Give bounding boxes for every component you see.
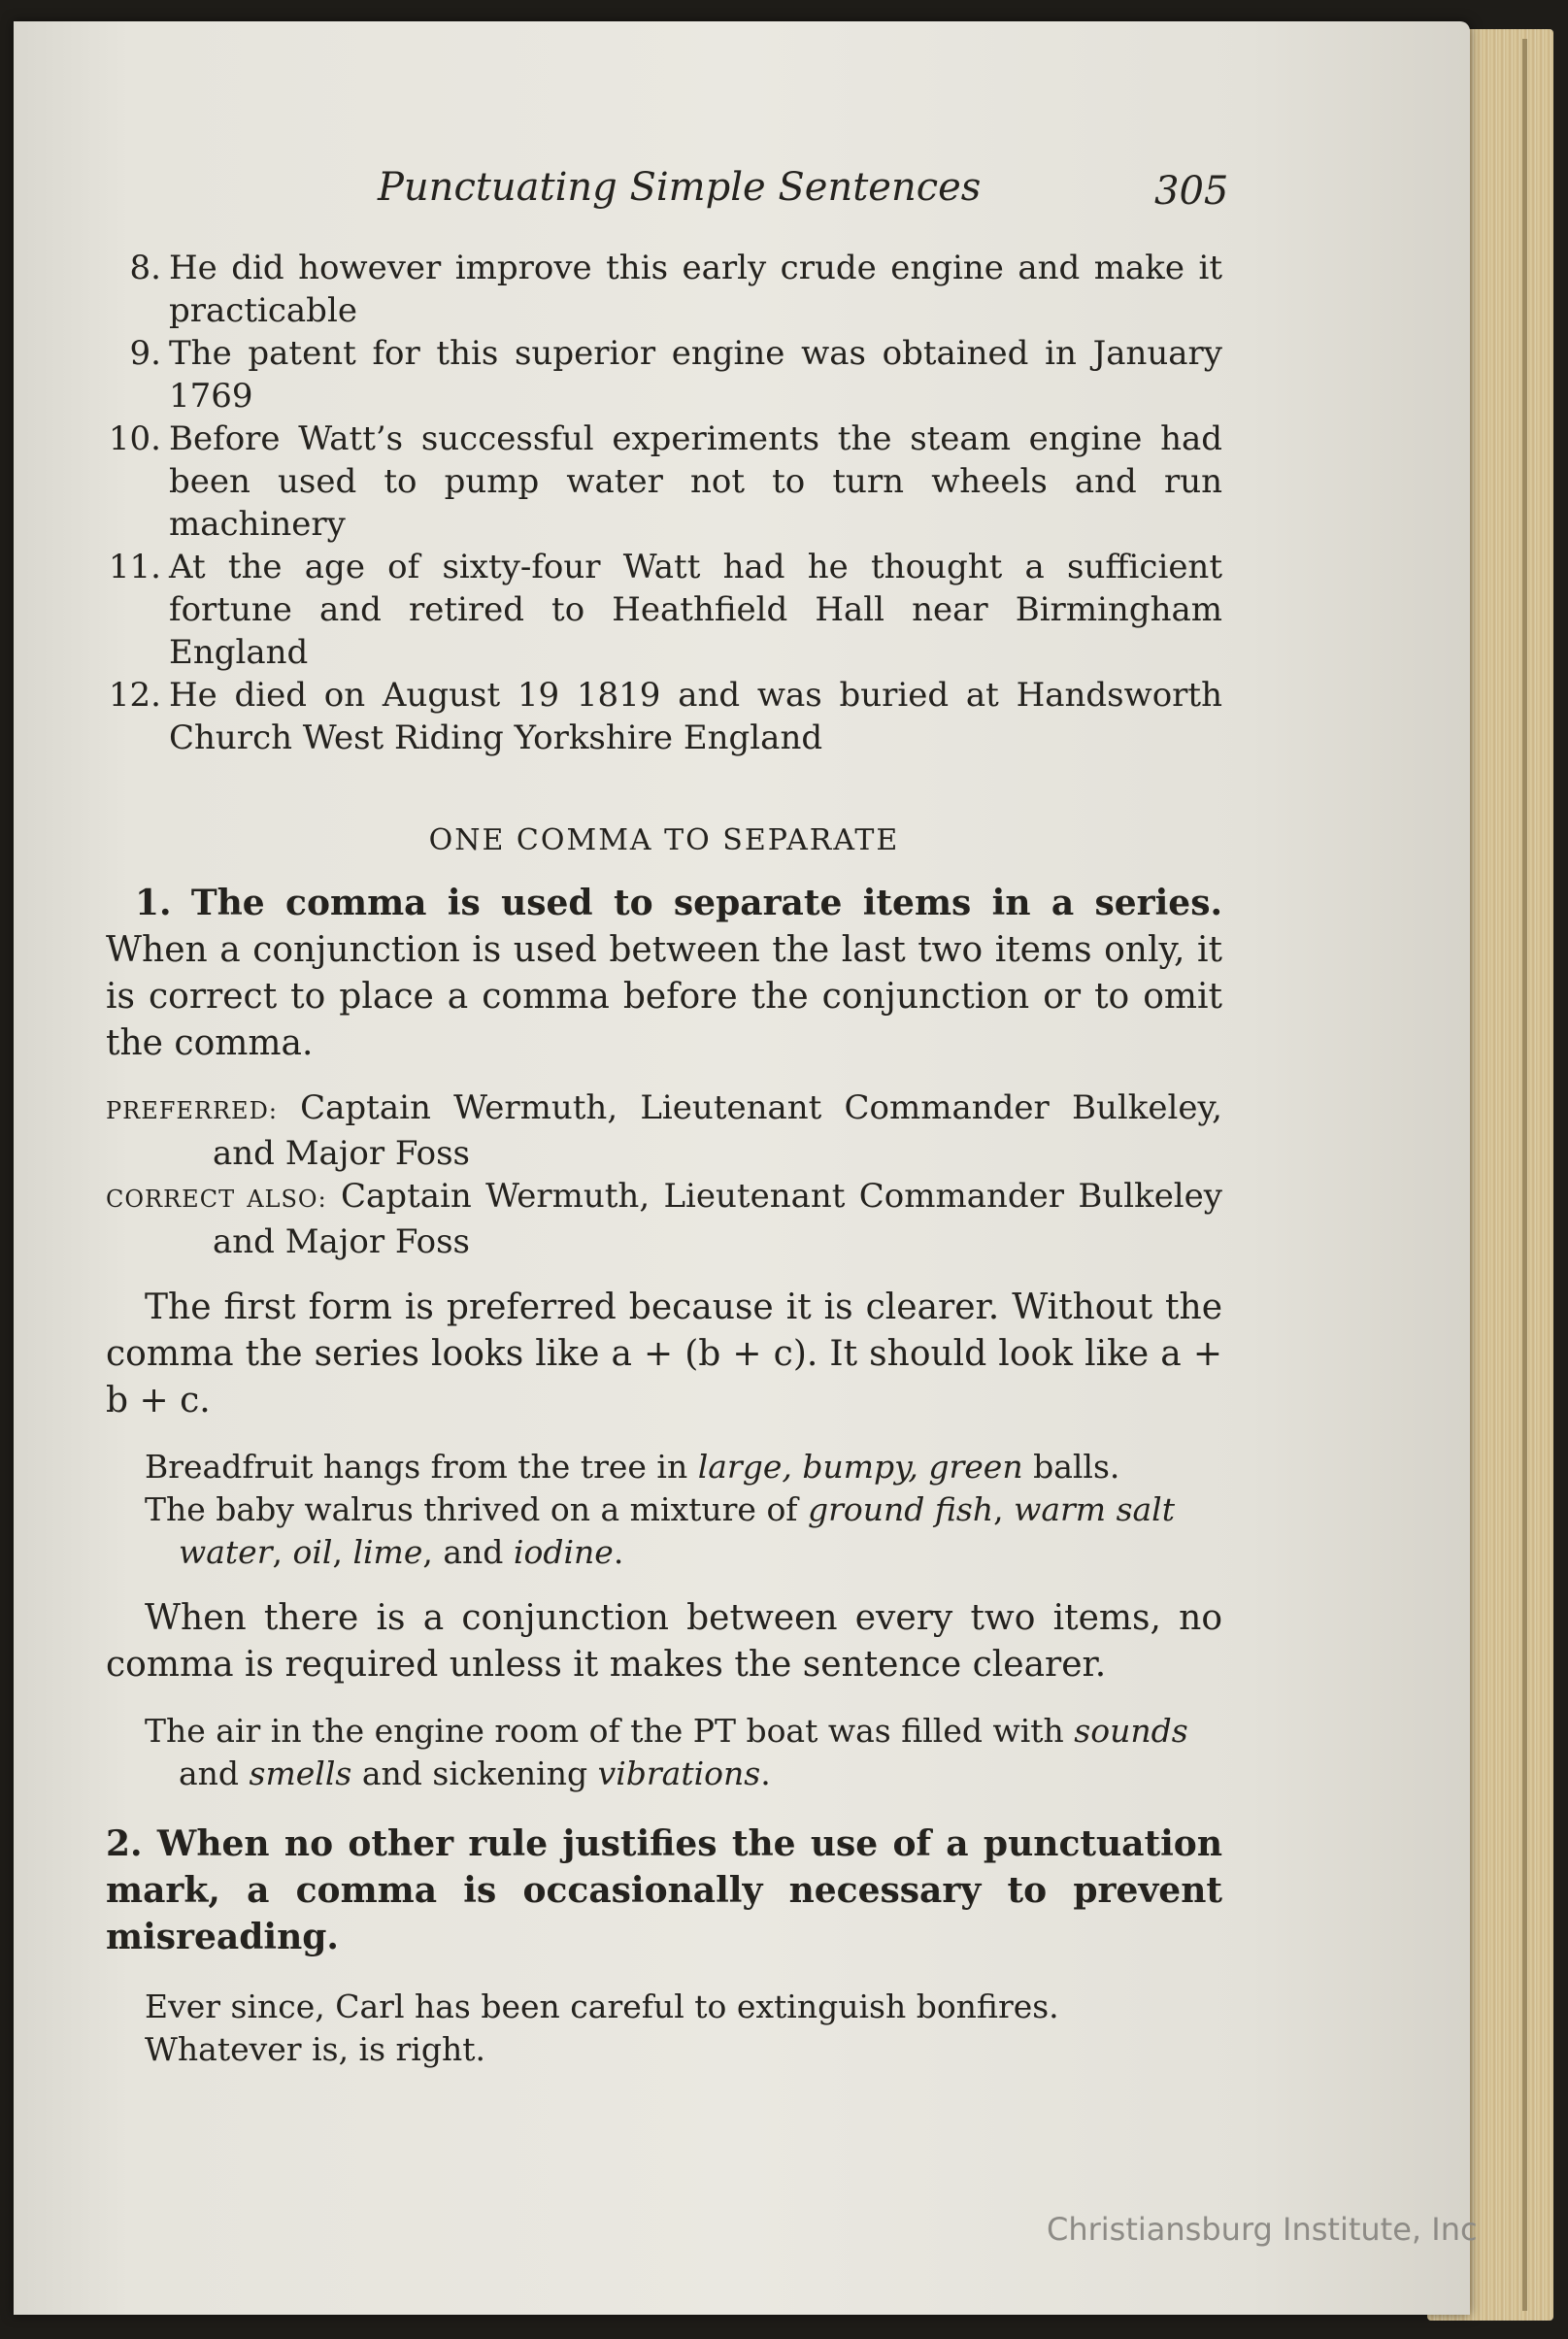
rule-1 [106, 880, 1222, 1067]
exercise-number: 12. [108, 676, 161, 715]
section-heading: ONE COMMA TO SEPARATE [428, 823, 900, 857]
exercise-number: 9. [129, 334, 161, 373]
exercise-text: Before Watt’s successful experiments the steam engine had been used to pump water not to turn wheels and run machinery [169, 419, 1222, 544]
exercise-item [106, 418, 1222, 546]
example-emphasis: oil [292, 1533, 333, 1571]
example-sentence: Ever since, Carl has been careful to extinguish bonfires. [145, 1988, 1059, 2025]
correct-also-label: CORRECT ALSO: [106, 1186, 327, 1213]
example-text: and [179, 1754, 250, 1792]
exercise-item [106, 674, 1222, 759]
exercise-number: 10. [108, 419, 161, 458]
preferred-label: PREFERRED: [106, 1097, 278, 1124]
rule-number: 1. [135, 883, 172, 923]
page-number: 305 [1154, 169, 1229, 214]
exercise-text: He died on August 19 1819 and was buried at Handsworth Church West Riding Yorkshire England [169, 676, 1222, 757]
exercise-item [106, 247, 1222, 332]
rule-statement: The comma is used to separate items in a series. [190, 883, 1222, 923]
example-text: . [760, 1754, 771, 1792]
example-text: and sickening [351, 1754, 598, 1792]
exercise-text: At the age of sixty-four Watt had he thought a sufficient fortune and retired to Heathfield Hall near Birmingham England [169, 548, 1222, 672]
example-text: The baby walrus thrived on a mixture of [145, 1490, 809, 1528]
correct-also-example [106, 1175, 1222, 1263]
exercise-number: 11. [108, 548, 161, 586]
example-sentences [106, 1710, 1222, 1795]
example-emphasis: lime [352, 1533, 423, 1571]
preferred-example [106, 1086, 1222, 1175]
example-text: , [993, 1490, 1015, 1528]
rule-2 [106, 1821, 1222, 1960]
example-sentence: Whatever is, is right. [145, 2030, 485, 2068]
example-emphasis: sounds [1074, 1712, 1188, 1750]
example-sentences [106, 1986, 1222, 2071]
page-content [106, 247, 1222, 2071]
exercise-item [106, 546, 1222, 674]
example-sentence [145, 1488, 1222, 1574]
example-text: The air in the engine room of the PT boat was filled with [145, 1712, 1075, 1750]
exercise-text: The patent for this superior engine was obtained in January 1769 [169, 334, 1222, 416]
running-title: Punctuating Simple Sentences [378, 165, 982, 210]
example-sentence [145, 1446, 1222, 1488]
example-text: . [613, 1533, 624, 1571]
exercise-text: He did however improve this early crude engine and make it practicable [169, 249, 1222, 330]
book-spine-edge [1522, 39, 1527, 2311]
example-text: balls. [1022, 1448, 1120, 1486]
example-emphasis: vibrations [597, 1754, 761, 1792]
page-header [14, 165, 1470, 223]
explanation-paragraph: The first form is preferred because it is clearer. Without the comma the series looks like a + (b + c). It should look like a + b + c. [106, 1287, 1222, 1420]
rule-number: 2. [106, 1823, 143, 1864]
explanation-paragraph: When there is a conjunction between every two items, no comma is required unless it makes the sentence clearer. [106, 1598, 1222, 1685]
rule-explanation: When a conjunction is used between the last two items only, it is correct to place a comma before the conjunction or to omit the comma. [106, 930, 1222, 1063]
watermark-text: Christiansburg Institute, Inc [1047, 2211, 1478, 2248]
preferred-text: Captain Wermuth, Lieutenant Commander Bulkeley, and Major Foss [213, 1088, 1222, 1173]
exercise-number: 8. [129, 249, 161, 287]
book-page [14, 21, 1470, 2315]
example-text: , and [422, 1533, 514, 1571]
example-text: , [332, 1533, 353, 1571]
example-emphasis: large, bumpy, green [697, 1448, 1023, 1486]
series-examples [106, 1086, 1222, 1263]
example-sentences [106, 1446, 1222, 1574]
example-emphasis: ground fish [808, 1490, 994, 1528]
example-sentence [145, 1710, 1222, 1795]
example-emphasis: iodine [513, 1533, 614, 1571]
example-emphasis: smells [249, 1754, 352, 1792]
correct-also-text: Captain Wermuth, Lieutenant Commander Bulkeley and Major Foss [213, 1177, 1223, 1261]
example-text: Breadfruit hangs from the tree in [145, 1448, 698, 1486]
example-text: , [272, 1533, 293, 1571]
example-emphasis: warm salt water [179, 1490, 1175, 1571]
rule-statement: When no other rule justifies the use of a punctuation mark, a comma is occasionally necessary to prevent misreading. [106, 1823, 1222, 1957]
exercise-item [106, 332, 1222, 418]
